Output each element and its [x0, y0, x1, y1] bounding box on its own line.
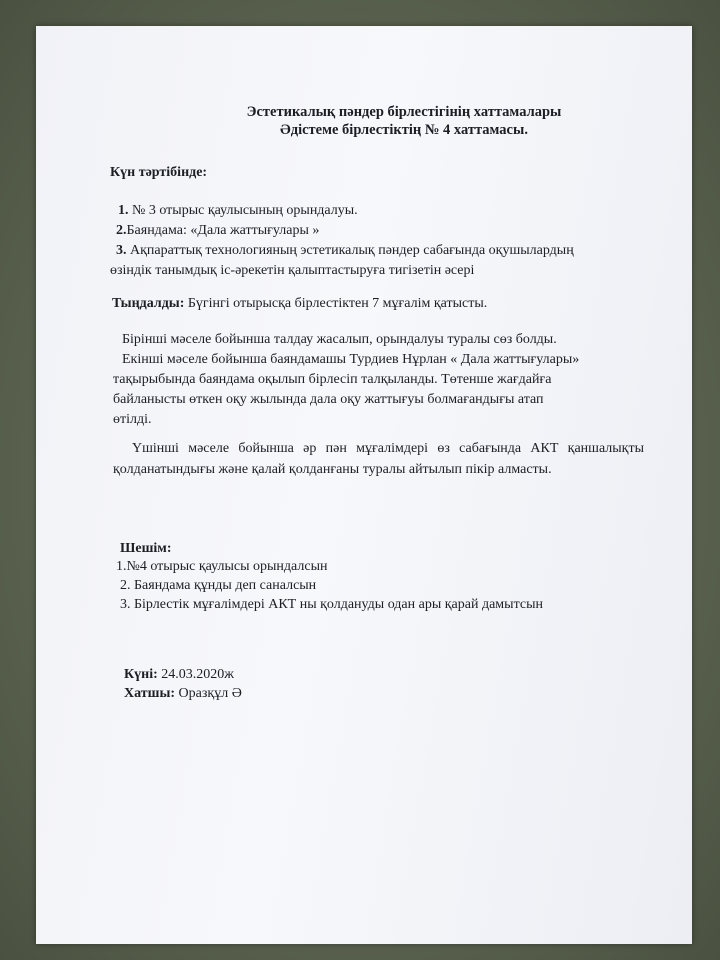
paragraph-second-issue-line: Екінші мәселе бойынша баяндамашы Турдиев Нұрлан « Дала жаттығулары» [122, 352, 580, 367]
decision-item: 1.№4 отырыс қаулысы орындалсын [116, 559, 328, 574]
document-subtitle: Әдістеме бірлестіктің № 4 хаттамасы. [280, 122, 528, 138]
document-title: Эстетикалық пәндер бірлестігінің хаттамалары [246, 104, 562, 120]
date-line: Күні: 24.03.2020ж [124, 667, 234, 682]
agenda-item: 1. № 3 отырыс қаулысының орындалуы. [118, 203, 358, 218]
paragraph-second-issue-line: тақырыбында баяндама оқылып бірлесіп талқыланды. Төтенше жағдайға [113, 372, 552, 387]
paragraph-third-issue: Үшінші мәселе бойынша әр пән мұғалімдері өз сабағында АКТ қаншалықты қолданатындығы және қалай қолданғаны туралы айтылып пікір алмасты. [113, 441, 644, 477]
agenda-heading: Күн тәртібінде: [110, 165, 208, 180]
paragraph-second-issue-line: байланысты өткен оқу жылында дала оқу жаттығуы болмағандығы атап [113, 392, 544, 407]
decision-item: 3. Бірлестік мұғалімдері АКТ ны қолдануды одан ары қарай дамытсын [120, 597, 543, 612]
paragraph-first-issue: Бірінші мәселе бойынша талдау жасалып, орындалуы туралы сөз болды. [122, 332, 557, 347]
agenda-item: 2.Баяндама: «Дала жаттығулары » [116, 223, 320, 238]
decision-item: 2. Баяндама құнды деп саналсын [120, 578, 317, 593]
agenda-item: 3. Ақпараттық технологияның эстетикалық пәндер сабағында оқушылардың [116, 243, 574, 258]
paragraph-second-issue-line: өтілді. [113, 412, 152, 427]
agenda-item-continuation: өзіндік танымдық іс-әрекетін қалыптастыруға тигізетін әсері [110, 263, 475, 278]
secretary-line: Хатшы: Оразқұл Ә [124, 686, 242, 701]
decision-heading: Шешім: [120, 541, 172, 556]
listened-line: Тыңдалды: Бүгінгі отырысқа бірлестіктен 7 мұғалім қатысты. [112, 296, 488, 311]
document-page [36, 26, 692, 944]
